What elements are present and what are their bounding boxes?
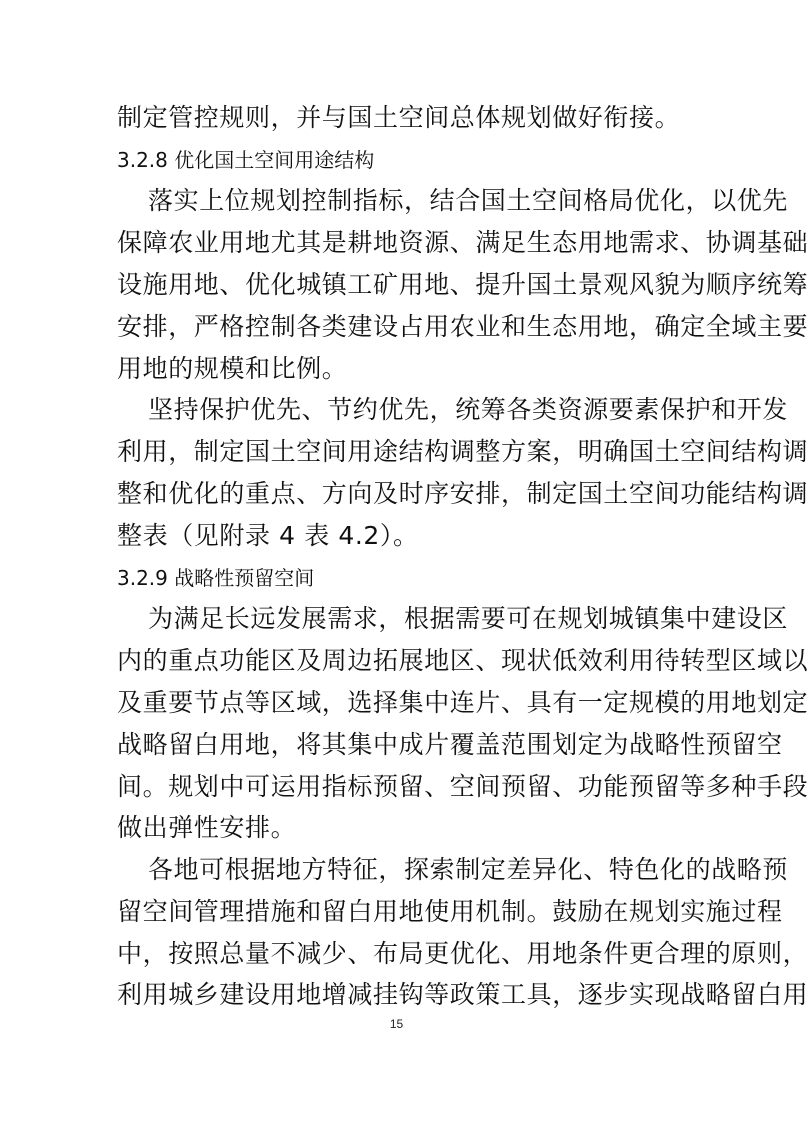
paragraph-line: 利用，制定国土空间用途结构调整方案，明确国土空间结构调 — [117, 437, 808, 466]
paragraph-line: 整和优化的重点、方向及时序安排，制定国土空间功能结构调 — [117, 479, 808, 508]
paragraph-line: 坚持保护优先、节约优先，统筹各类资源要素保护和开发 — [148, 395, 789, 424]
paragraph-line: 战略留白用地，将其集中成片覆盖范围划定为战略性预留空 — [117, 730, 783, 759]
paragraph-line: 中，按照总量不减少、布局更优化、用地条件更合理的原则， — [117, 939, 808, 968]
paragraph-line: 落实上位规划控制指标，结合国土空间格局优化，以优先 — [148, 186, 789, 215]
paragraph-line: 安排，严格控制各类建设占用农业和生态用地，确定全域主要 — [117, 312, 808, 341]
paragraph-line: 用地的规模和比例。 — [117, 354, 348, 383]
page-number: 15 — [389, 1017, 404, 1031]
paragraph-line: 间。规划中可运用指标预留、空间预留、功能预留等多种手段 — [117, 772, 808, 801]
paragraph-line: 各地可根据地方特征，探索制定差异化、特色化的战略预 — [148, 855, 789, 884]
section-heading-3-2-9: 3.2.9 战略性预留空间 — [117, 566, 315, 590]
paragraph-line: 整表（见附录 4 表 4.2）。 — [117, 521, 419, 550]
paragraph-line: 内的重点功能区及周边拓展地区、现状低效利用待转型区域以 — [117, 646, 808, 675]
paragraph-line: 为满足长远发展需求，根据需要可在规划城镇集中建设区 — [148, 604, 789, 633]
paragraph-line: 做出弹性安排。 — [117, 813, 297, 842]
paragraph-line: 及重要节点等区域，选择集中连片、具有一定规模的用地划定 — [117, 688, 808, 717]
paragraph-line: 留空间管理措施和留白用地使用机制。鼓励在规划实施过程 — [117, 897, 783, 926]
paragraph-line: 保障农业用地尤其是耕地资源、满足生态用地需求、协调基础 — [117, 228, 808, 257]
paragraph-line: 设施用地、优化城镇工矿用地、提升国土景观风貌为顺序统筹 — [117, 270, 808, 299]
section-heading-3-2-8: 3.2.8 优化国土空间用途结构 — [117, 148, 375, 172]
paragraph-line: 利用城乡建设用地增减挂钩等政策工具，逐步实现战略留白用 — [117, 980, 808, 1009]
text-line-continuation: 制定管控规则，并与国土空间总体规划做好衔接。 — [117, 103, 681, 132]
